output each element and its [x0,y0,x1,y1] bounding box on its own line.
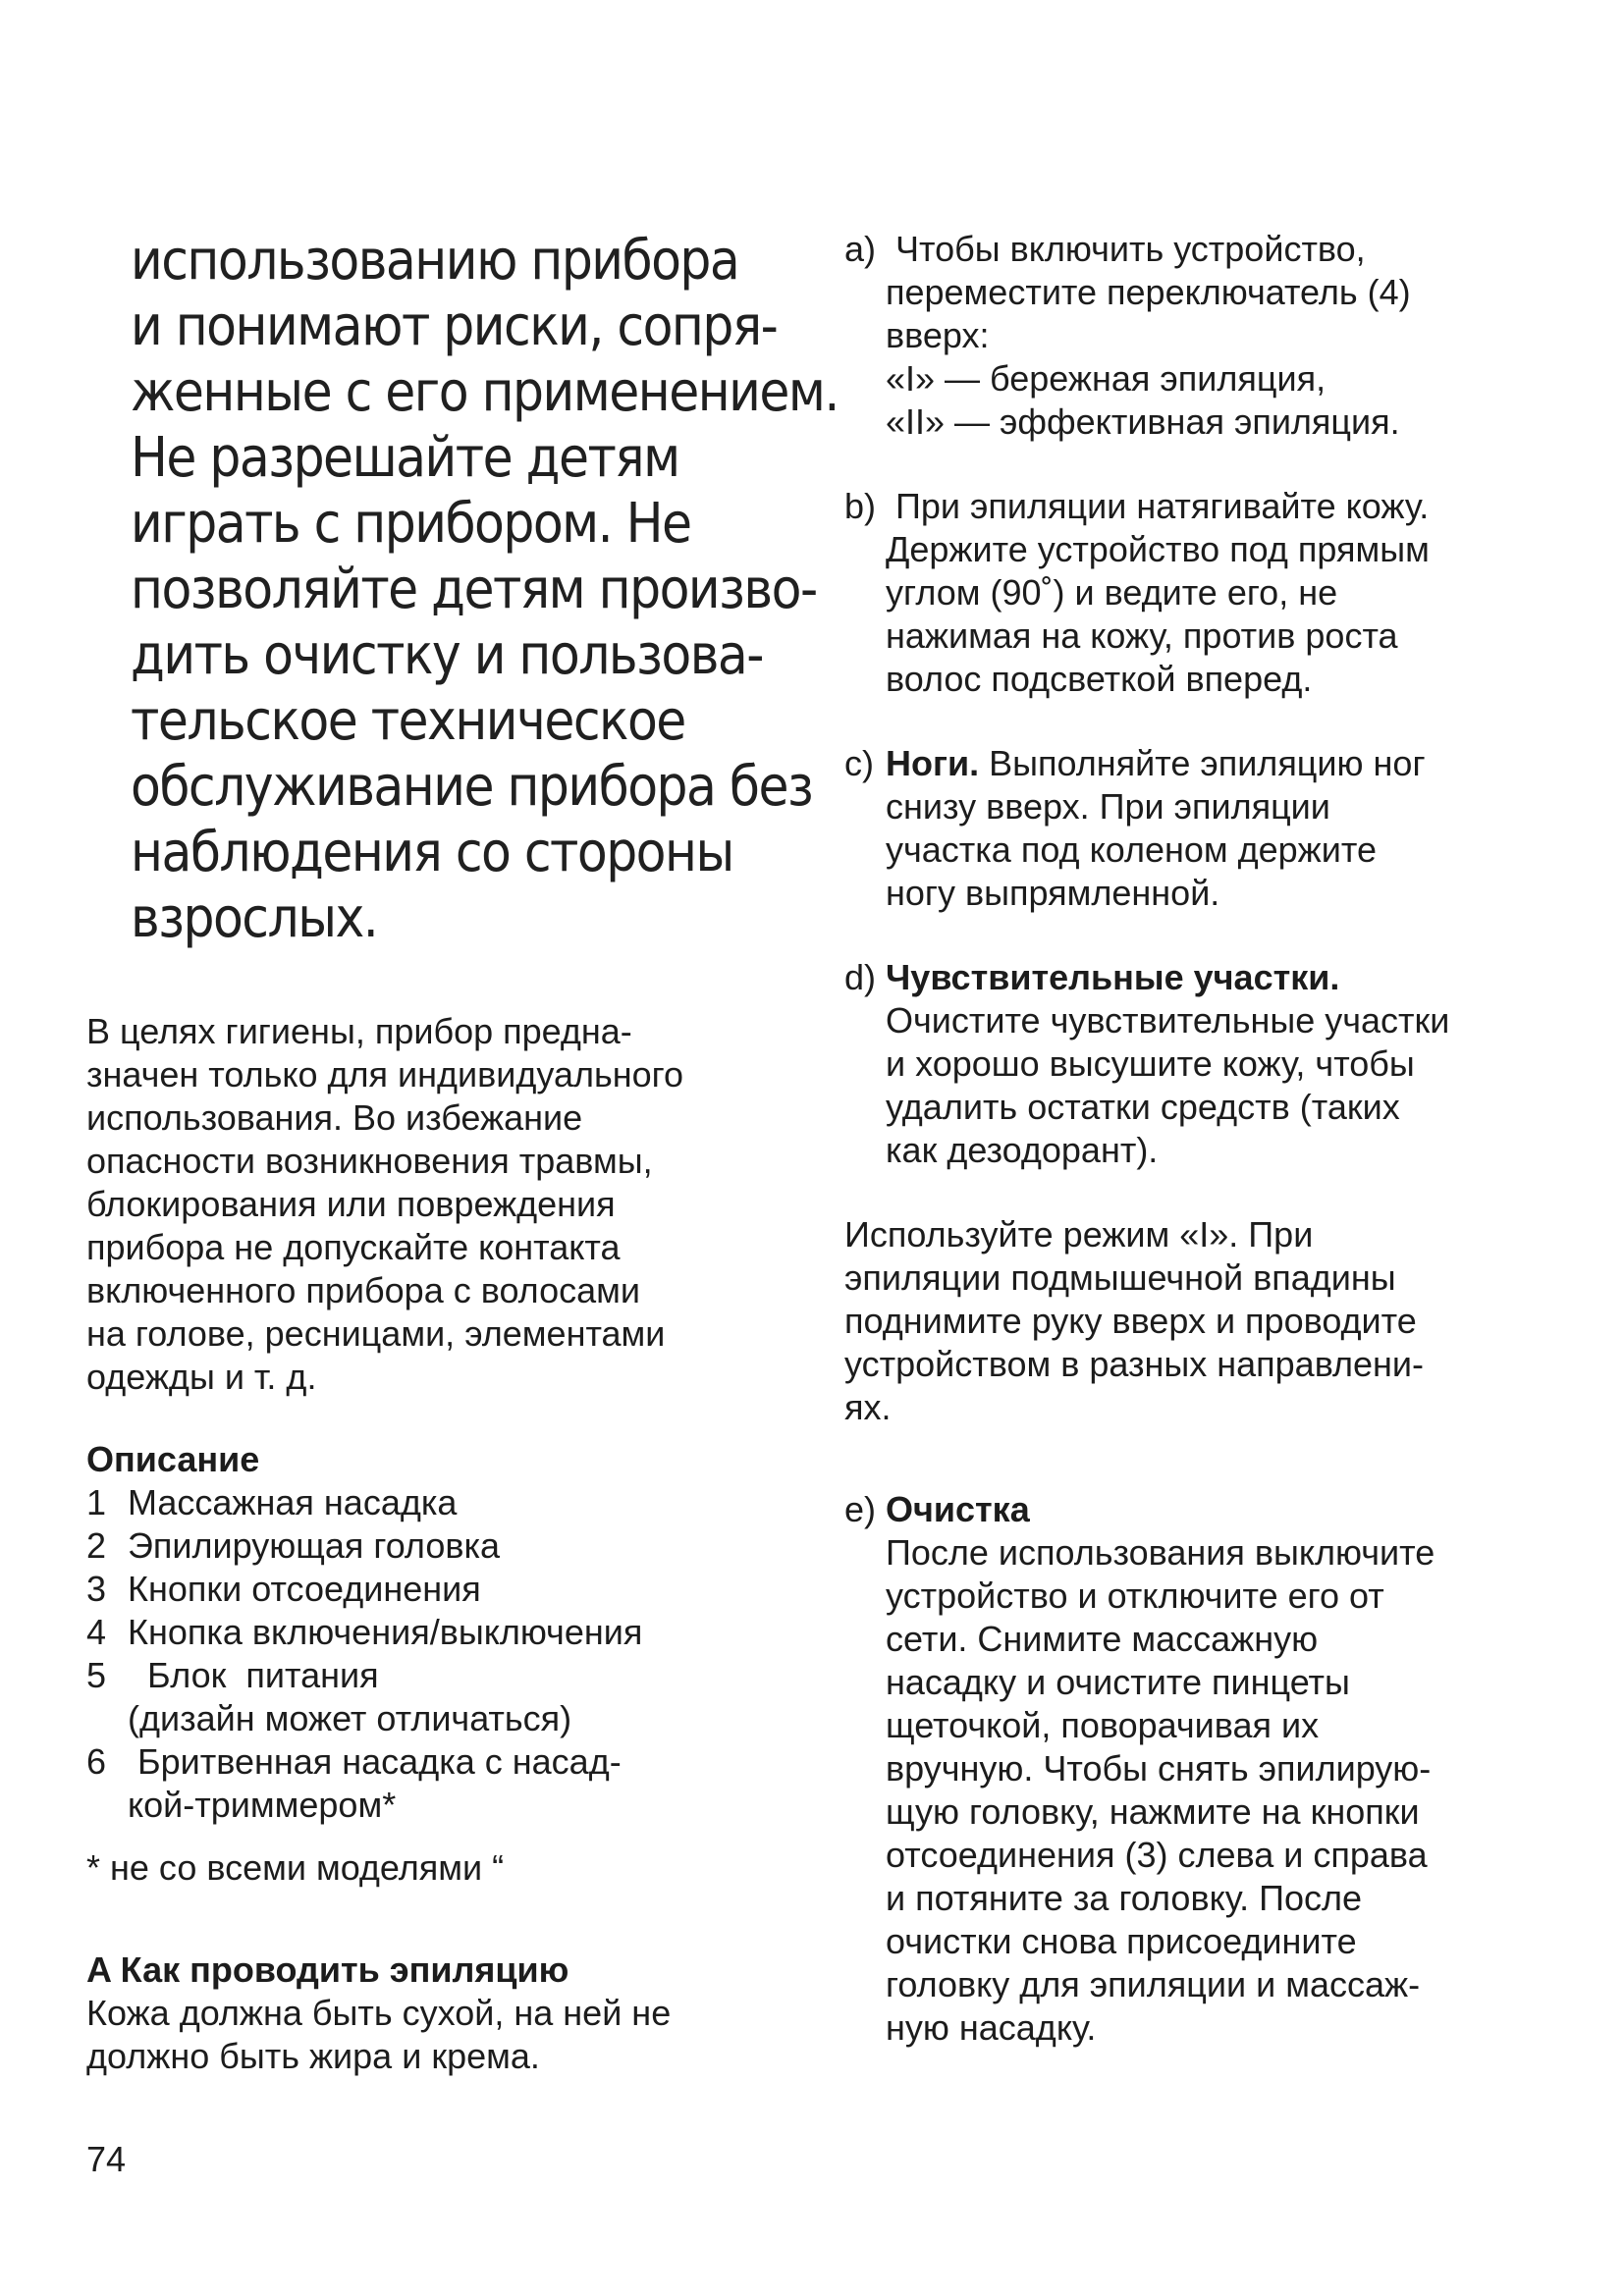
warning-line: использованию прибора [131,229,739,293]
text-line: блокирования или повреждения [86,1184,616,1224]
item-text: (дизайн может отличаться) [128,1698,572,1738]
step-title: Чувствительные участки. [886,957,1340,997]
warning-line: Не разрешайте детям [131,426,679,490]
item-text: кой-триммером* [128,1785,397,1825]
text-line: вверх: [886,315,990,355]
text-line: При эпиляции натягивайте кожу. [886,486,1430,526]
warning-line: и понимают риски, сопря- [131,294,778,358]
text-line: одежды и т. д. [86,1357,317,1397]
child-safety-warning [131,228,839,951]
text-line: «II» — эффективная эпиляция. [886,401,1400,442]
how-to-epilate-section [86,1949,813,2078]
text-line: головку для эпиляции и массаж- [886,1964,1421,2004]
warning-line: взрослых. [131,886,378,950]
item-text: Массажная насадка [128,1482,458,1522]
text-line: опасности возникновения травмы, [86,1141,653,1181]
step-letter: e) [844,1489,877,1529]
item-number: 2 [86,1525,107,1566]
text-line: отсоединения (3) слева и справа [886,1835,1428,1875]
text-line: Держите устройство под прямым [886,529,1430,569]
text-line: включенного прибора с волосами [86,1270,640,1310]
text-line: волос подсветкой вперед. [886,659,1313,699]
left-column [86,228,839,2078]
text-line: очистки снова присоедините [886,1921,1357,1961]
warning-line: тельское техническое [131,689,685,753]
step-letter: c) [844,743,874,783]
text-line: ногу выпрямленной. [886,873,1220,913]
text-line: ях. [844,1387,892,1427]
text-line: устройством в разных направлени- [844,1344,1424,1384]
text-line: сети. Снимите массажную [886,1619,1319,1659]
item-text: Бритвенная насадка с насад- [128,1741,622,1782]
page-number: 74 [86,2139,127,2179]
text-line: снизу вверх. При эпиляции [886,786,1330,827]
text-line: удалить остатки средств (таких [886,1087,1400,1127]
text-line: переместите переключатель (4) [886,272,1411,312]
text-line: поднимите руку вверх и проводите [844,1301,1417,1341]
text-line: После использования выключите [886,1532,1435,1573]
list-item [86,1611,813,1654]
text-line: щую головку, нажмите на кнопки [886,1791,1420,1832]
text-line: эпиляции подмышечной впадины [844,1257,1396,1298]
item-text: Блок питания [128,1655,379,1695]
text-line: нажимая на кожу, против роста [886,615,1398,656]
step-d [844,956,1551,1172]
list-item [86,1568,813,1611]
text-line: участка под коленом держите [886,829,1377,870]
item-text: Кнопки отсоединения [128,1569,481,1609]
warning-line: наблюдения со стороны [131,821,733,884]
item-number: 6 [86,1741,107,1782]
text-line: использования. Во избежание [86,1097,583,1138]
text-line: насадку и очистите пинцеты [886,1662,1350,1702]
list-item [86,1740,813,1827]
text-line: Кожа должна быть сухой, на ней не [86,1993,672,2033]
text-line: Выполняйте эпиляцию ног [979,743,1426,783]
text-line: и потяните за головку. После [886,1878,1363,1918]
item-text: Эпилирующая головка [128,1525,501,1566]
right-column [844,228,1551,2091]
item-number: 5 [86,1655,107,1695]
item-number: 4 [86,1612,107,1652]
text-line: Чтобы включить устройство, [886,229,1366,269]
step-c [844,742,1551,915]
text-line: как дезодорант). [886,1130,1159,1170]
text-line: и хорошо высушите кожу, чтобы [886,1043,1415,1084]
text-line: Очистите чувствительные участки [886,1000,1450,1041]
step-title: Ноги. [886,743,980,783]
text-line: на голове, ресницами, элементами [86,1313,666,1354]
text-line: вручную. Чтобы снять эпилирую- [886,1748,1432,1789]
description-heading: Описание [86,1439,260,1479]
list-item [86,1524,813,1568]
item-text: Кнопка включения/выключения [128,1612,643,1652]
step-letter: d) [844,957,877,997]
warning-line: позволяйте детям произво- [131,558,817,621]
text-line: «I» — бережная эпиляция, [886,358,1326,399]
warning-line: женные с его применением. [131,360,839,424]
item-number: 1 [86,1482,107,1522]
text-line: прибора не допускайте контакта [86,1227,621,1267]
text-line: устройство и отключите его от [886,1575,1384,1616]
step-letter: a) [844,229,877,269]
text-line: значен только для индивидуального [86,1054,684,1095]
footnote: * не со всеми моделями “ [86,1847,505,1888]
text-line: Используйте режим «I». При [844,1214,1314,1255]
list-item [86,1654,813,1740]
item-number: 3 [86,1569,107,1609]
underarm-note [844,1213,1551,1429]
text-line: В целях гигиены, прибор предна- [86,1011,632,1051]
warning-line: играть с прибором. Не [131,492,691,556]
text-line: должно быть жира и крема. [86,2036,540,2076]
text-line: ную насадку. [886,2007,1097,2048]
description-list [86,1481,813,1827]
section-a-heading: A Как проводить эпиляцию [86,1949,569,1990]
step-title: Очистка [886,1489,1030,1529]
text-line: щеточкой, поворачивая их [886,1705,1320,1745]
list-item [86,1481,813,1524]
warning-line: дить очистку и пользова- [131,623,763,687]
warning-line: обслуживание прибора без [131,755,813,819]
step-b [844,485,1551,701]
hygiene-paragraph [86,1010,813,1399]
step-letter: b) [844,486,877,526]
text-line: углом (90˚) и ведите его, не [886,572,1338,613]
step-a [844,228,1551,444]
step-e [844,1488,1551,2050]
